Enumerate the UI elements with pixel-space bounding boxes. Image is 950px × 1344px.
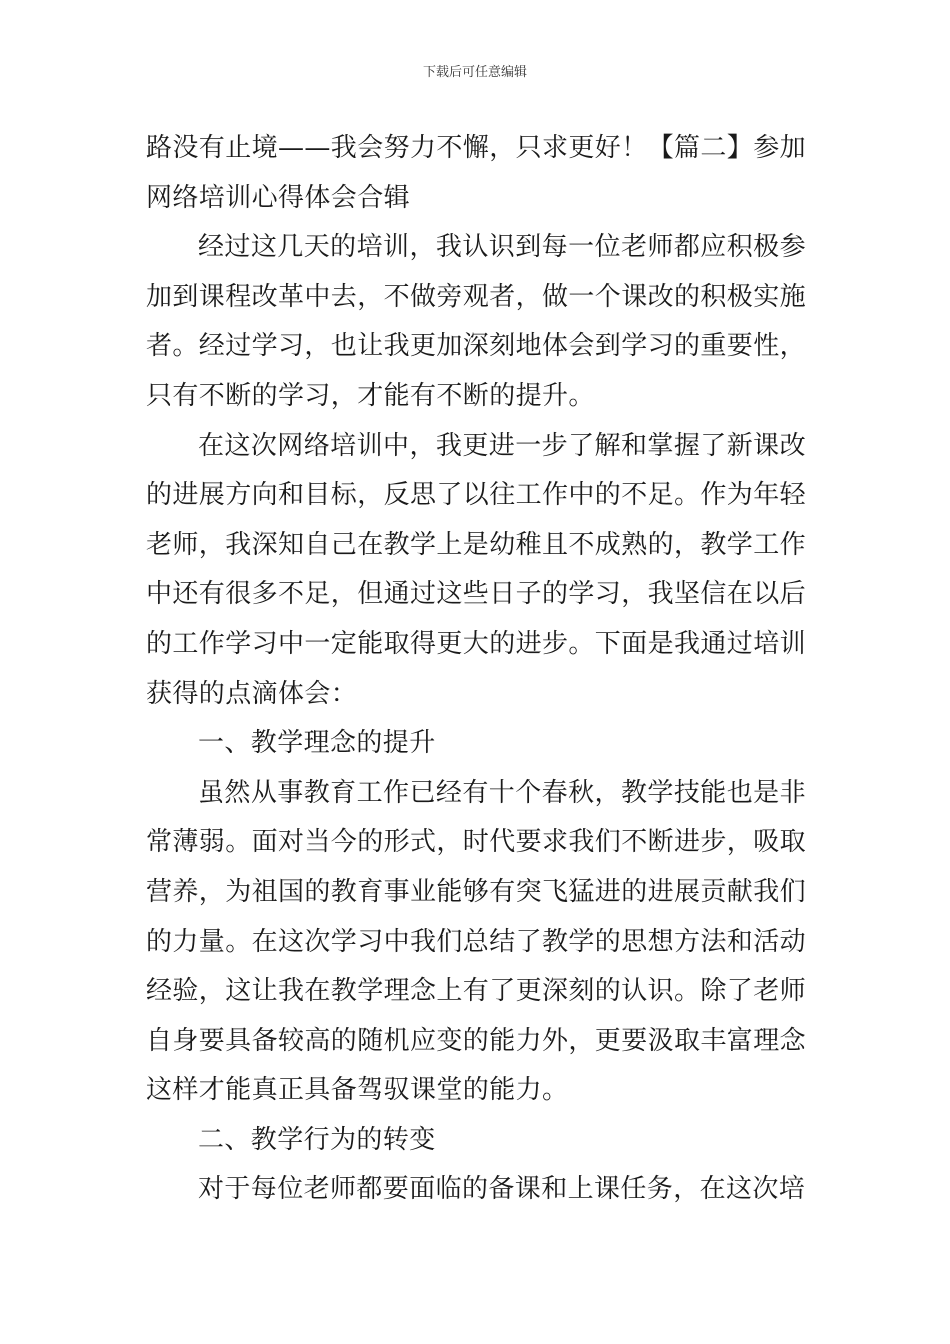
paragraph-training-awareness: 经过这几天的培训，我认识到每一位老师都应积极参加到课程改革中去，不做旁观者，做一个课改的积极实施者。经过学习，也让我更加深刻地体会到学习的重要性，只有不断的学习，才能有不断的提升。 — [146, 232, 807, 411]
section-heading-teaching-behavior: 二、教学行为的转变 — [198, 1124, 436, 1155]
section-heading-teaching-concept: 一、教学理念的提升 — [198, 728, 436, 759]
page-header: 下载后可任意编辑 — [422, 65, 527, 80]
paragraph-teaching-behavior: 对于每位老师都要面临的备课和上课任务，在这次培 — [198, 1174, 806, 1205]
document-body — [146, 124, 806, 1215]
paragraph-network-training: 在这次网络培训中，我更进一步了解和掌握了新课改的进展方向和目标，反思了以往工作中的不足。作为年轻老师，我深知自己在教学上是幼稚且不成熟的，教学工作中还有很多不足，但通过这些日子的学习，我坚信在以后的工作学习中一定能取得更大的进步。下面是我通过培训获得的点滴体会： — [146, 430, 807, 709]
paragraph-continuation: 路没有止境——我会努力不懈，只求更好！【篇二】参加网络培训心得体会合辑 — [146, 133, 807, 213]
paragraph-teaching-concept: 虽然从事教育工作已经有十个春秋，教学技能也是非常薄弱。面对当今的形式，时代要求我们不断进步，吸取营养，为祖国的教育事业能够有突飞猛进的进展贡献我们的力量。在这次学习中我们总结了教学的思想方法和活动经验，这让我在教学理念上有了更深刻的认识。除了老师自身要具备较高的随机应变的能力外，更要汲取丰富理念这样才能真正具备驾驭课堂的能力。 — [146, 777, 807, 1106]
